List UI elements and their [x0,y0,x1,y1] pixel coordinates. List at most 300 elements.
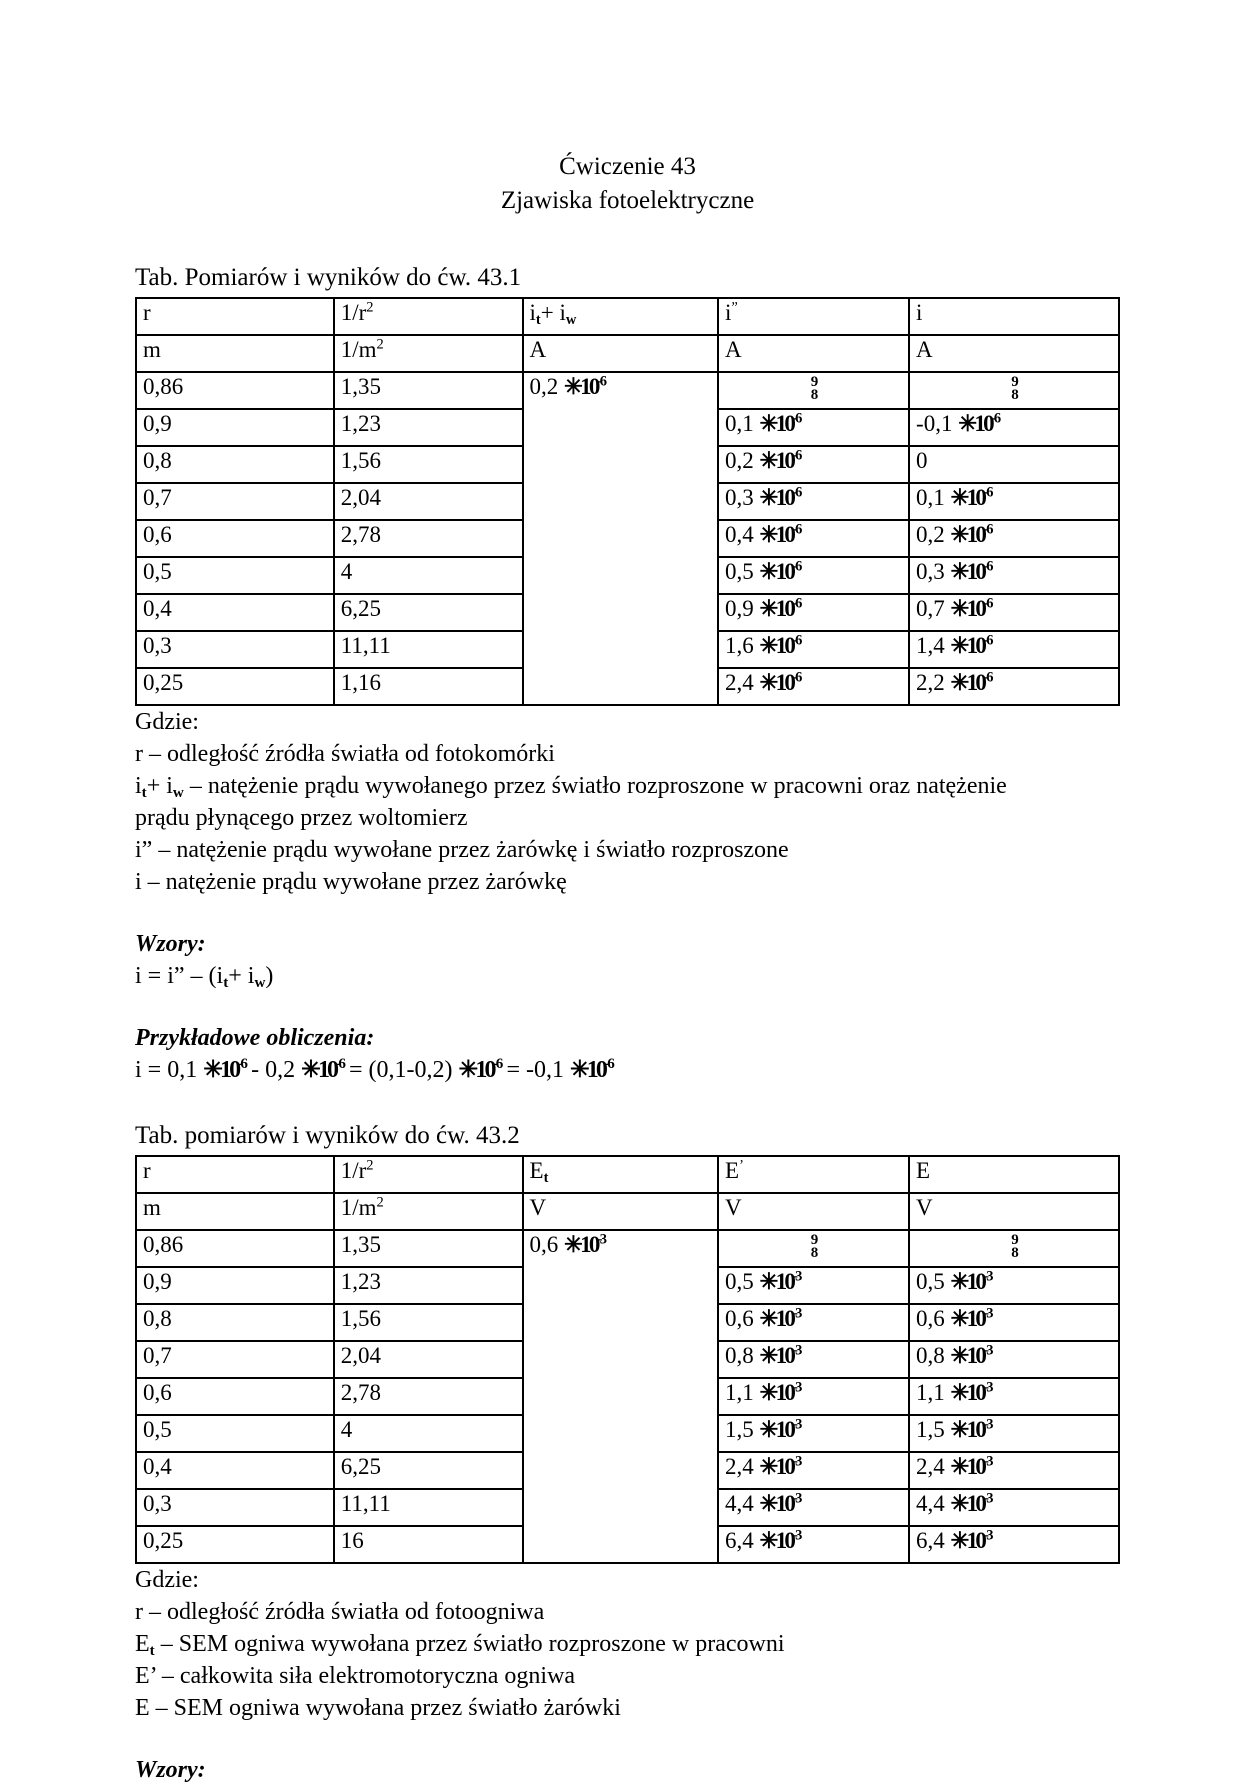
cell-exponent: -6 [793,447,800,464]
legend1-line-i: i – natężenie prądu wywołane przez żarówkę [135,869,567,895]
cell-inv-r2 [334,1230,523,1267]
subscript-w: w [172,785,184,802]
cell-i-double-prime [718,409,909,446]
subscript-t: t [141,785,147,802]
cell-value: 0,3 [143,1491,172,1516]
star-icon: ✳ [759,1380,776,1405]
cell-mantissa: 0,2 [916,522,945,547]
cell-value: 6,25 [340,1454,381,1479]
star-icon: ✳ [458,1057,476,1083]
unit-cell-a-2 [718,335,909,372]
cell-mantissa: 1,4 [916,633,945,658]
times-ten-glyph: $✳10^{-6}$ [950,595,991,621]
subscript-t: t [149,1643,155,1660]
legend2-line-r: r – odległość źródła światła od fotoogniwa [135,1599,545,1625]
star-icon: ✳ [950,1306,967,1331]
cell-mantissa: 2,2 [916,670,945,695]
cell-inv-r2 [334,1489,523,1526]
cell-r [136,631,334,668]
cell-exponent: -6 [984,558,991,575]
cell-value: 1,16 [340,670,381,695]
star-icon: ✳ [950,633,967,658]
legend2-line-e: E – SEM ogniwa wywołana przez światło żarówki [135,1695,621,1721]
unit-cell-a-3 [909,335,1119,372]
times-ten-glyph: $✳10^{-6}$ [759,632,800,658]
fraction-bottom: 8 [810,1244,819,1261]
star-icon: ✳ [950,596,967,621]
cell-mantissa: 6,4 [725,1528,754,1553]
times-ten-glyph: $✳10^{-6}$ [950,521,991,547]
cell-mantissa: 1,1 [916,1380,945,1405]
example-exponent: -6 [605,1056,612,1072]
cell-r [136,1230,334,1267]
star-icon: ✳ [759,596,776,621]
times-ten-glyph: $✳10^{-3}$ [950,1416,991,1442]
cell-r [136,446,334,483]
cell-inv-r2 [334,1415,523,1452]
cell-exponent: -3 [984,1453,991,1470]
unit-text: A [916,337,933,362]
page-subtitle: Zjawiska fotoelektryczne [500,187,755,214]
measurement-table-2 [135,1155,1120,1564]
cell-r [136,668,334,705]
unit-text: m [143,337,161,362]
unit-cell-inv-m2 [334,1193,523,1230]
broken-fraction-glyph [1011,1231,1019,1261]
legend-text: + i [146,773,173,799]
cell-exponent: -3 [793,1379,800,1396]
example-exponent: -6 [493,1056,501,1072]
cell-mantissa: 0,5 [725,559,754,584]
cell-exponent: -6 [984,595,991,612]
times-ten-glyph: $✳10^{-6}$ [950,484,991,510]
cell-mantissa: -0,1 [916,411,953,436]
cell-r [136,557,334,594]
cell-value: 0,9 [143,1269,172,1294]
table1-caption: Tab. Pomiarów i wyników do ćw. 43.1 [135,264,522,291]
cell-mantissa: 1,5 [916,1417,945,1442]
cell-mantissa: 0,2 [529,374,559,399]
cell-value: 4 [340,1417,353,1442]
header-text: 1/r [340,300,367,325]
header-cell-inv-r2 [334,298,523,335]
spacer [135,992,1120,1022]
star-icon: ✳ [759,1454,776,1479]
header-cell-it-iw [523,298,718,335]
times-ten-glyph: $✳10^{-6}$ [564,373,605,399]
formula-text-mid: + i [228,963,255,989]
times-ten-glyph: $✳10^{-3}$ [759,1342,800,1368]
unit-text: A [529,337,547,362]
times-ten-glyph: $✳10^{-6}$ [301,1056,344,1083]
times-ten-glyph: $✳10^{-3}$ [950,1268,991,1294]
legend2-line-et: $E_t$ – SEM ogniwa wywołana przez światło rozproszone w pracowni [135,1631,785,1660]
cell-inv-r2 [334,594,523,631]
cell-value: 0,25 [143,1528,184,1553]
cell-i-double-prime [718,668,909,705]
formulas1-heading: Wzory: [135,931,206,957]
times-ten-glyph: $✳10^{-3}$ [950,1527,991,1553]
header-cell-e-prime [718,1156,909,1193]
cell-mantissa: 2,4 [916,1454,945,1479]
cell-value: 2,04 [340,1343,381,1368]
cell-i [909,557,1119,594]
cell-mantissa: 0,6 [529,1232,559,1257]
formula-subscript-w: w [254,975,266,992]
cell-exponent: -3 [793,1416,800,1433]
header-text: i [916,300,923,325]
star-icon: ✳ [759,633,776,658]
cell-e [909,1341,1119,1378]
unit-text: m [143,1195,161,1220]
cell-value: 0,86 [143,1232,184,1257]
broken-fraction-glyph [810,1231,819,1261]
cell-exponent: -3 [793,1342,800,1359]
table-header-row [136,1156,1119,1193]
cell-i [909,483,1119,520]
unit-superscript: 2 [376,336,384,353]
cell-exponent: -3 [984,1490,991,1507]
cell-mantissa: 0,7 [916,596,945,621]
cell-mantissa: 1,6 [725,633,754,658]
cell-r [136,1304,334,1341]
cell-r [136,1378,334,1415]
star-icon: ✳ [950,1454,967,1479]
star-icon: ✳ [759,1417,776,1442]
cell-i-double-prime [718,557,909,594]
cell-exponent: -3 [984,1268,991,1285]
times-ten-glyph: $✳10^{-3}$ [759,1453,800,1479]
times-ten-glyph: $✳10^{-3}$ [950,1305,991,1331]
star-icon: ✳ [950,1417,967,1442]
table-row [136,372,1119,409]
times-ten-glyph: $✳10^{-3}$ [950,1490,991,1516]
cell-value: 2,78 [340,522,381,547]
cell-inv-r2 [334,557,523,594]
example-exponent: -6 [238,1056,246,1072]
cell-value: 6,25 [340,596,381,621]
header-text: E [916,1158,931,1183]
header-cell-r [136,1156,334,1193]
fraction-top: 9 [1011,1231,1019,1248]
cell-exponent: -6 [984,484,991,501]
star-icon: ✳ [301,1057,318,1083]
cell-value: 0,7 [143,1343,172,1368]
cell-inv-r2 [334,1267,523,1304]
cell-e [909,1378,1119,1415]
legend-text: – SEM ogniwa wywołana przez światło rozproszone w pracowni [154,1631,785,1657]
cell-r [136,1452,334,1489]
legend-text: – natężenie prądu wywołane przez żarówkę [141,869,567,895]
cell-exponent: -6 [793,521,800,538]
cell-exponent: -6 [597,373,605,390]
legend1-line-i-double-prime: i” – natężenie prądu wywołane przez żarówkę i światło rozproszone [135,837,789,863]
cell-exponent: -3 [793,1305,800,1322]
unit-cell-v-3 [909,1193,1119,1230]
star-icon: ✳ [759,485,776,510]
cell-inv-r2 [334,1378,523,1415]
cell-mantissa: 0,4 [725,522,754,547]
header-text: r [143,1158,151,1183]
times-ten-glyph: $✳10^{-6}$ [759,410,800,436]
cell-value: 1,56 [340,448,381,473]
cell-exponent: -6 [793,632,800,649]
star-icon: ✳ [564,1232,581,1257]
times-ten-glyph: $✳10^{-6}$ [759,521,800,547]
times-ten-glyph: $✳10^{-6}$ [759,669,800,695]
header-superscript: 2 [366,299,374,316]
star-icon: ✳ [569,1057,587,1083]
table-units-row [136,1193,1119,1230]
cell-r [136,483,334,520]
header-subscript: t [543,1170,549,1187]
cell-value: 0,8 [143,1306,172,1331]
times-ten-glyph: $✳10^{-6}$ [759,558,800,584]
cell-e [909,1230,1119,1267]
cell-inv-r2 [334,372,523,409]
cell-mantissa: 0,8 [725,1343,754,1368]
cell-value: 1,23 [340,411,381,436]
measurement-table-1 [135,297,1120,706]
table-row [136,1230,1119,1267]
cell-value: 0,4 [143,1454,172,1479]
times-ten-glyph: $✳10^{-6}$ [759,484,800,510]
cell-exponent: -3 [597,1231,605,1248]
star-icon: ✳ [950,1343,967,1368]
cell-exponent: -6 [991,410,999,427]
times-ten-glyph: $✳10^{-6}$ [569,1056,612,1083]
cell-mantissa: 0,3 [725,485,754,510]
cell-e-prime [718,1452,909,1489]
cell-mantissa: 6,4 [916,1528,945,1553]
star-icon: ✳ [950,522,967,547]
cell-exponent: -3 [984,1416,991,1433]
cell-exponent: -6 [793,595,800,612]
star-icon: ✳ [203,1057,221,1083]
cell-mantissa: 0,1 [916,485,945,510]
times-ten-glyph: $✳10^{-3}$ [950,1342,991,1368]
cell-exponent: -3 [793,1268,800,1285]
cell-mantissa: 0,6 [916,1306,945,1331]
cell-i [909,668,1119,705]
cell-i [909,594,1119,631]
table-header-row [136,298,1119,335]
cell-r [136,1415,334,1452]
unit-text: V [916,1195,933,1220]
star-icon: ✳ [950,1269,967,1294]
star-icon: ✳ [759,411,776,436]
cell-r [136,1489,334,1526]
cell-value: 11,11 [340,1491,391,1516]
cell-mantissa: 0,9 [725,596,754,621]
cell-value: 0,86 [143,374,184,399]
unit-cell-v-2 [718,1193,909,1230]
cell-value: 4 [340,559,353,584]
cell-mantissa: 0,6 [725,1306,754,1331]
cell-value: 2,78 [340,1380,381,1405]
times-ten-glyph: $✳10^{-3}$ [759,1268,800,1294]
times-ten-glyph: $✳10^{-6}$ [759,595,800,621]
header-superscript: ” [731,299,738,316]
header-superscript: 2 [366,1157,374,1174]
cell-value: 0,5 [143,559,172,584]
formula-text-end: ) [265,963,274,989]
cell-i [909,631,1119,668]
header-text: E [725,1158,740,1183]
star-icon: ✳ [950,559,967,584]
cell-it-iw-merged [523,372,718,705]
cell-e-prime [718,1341,909,1378]
star-icon: ✳ [759,1528,776,1553]
cell-e-prime [718,1267,909,1304]
star-icon: ✳ [759,1269,776,1294]
header-text: i [529,300,536,325]
header-text: r [143,300,151,325]
cell-exponent: -6 [793,410,800,427]
cell-mantissa: 4,4 [916,1491,945,1516]
star-icon: ✳ [958,411,975,436]
legend1-line-it-iw: $i_t+ i_w$ – natężenie prądu wywołanego przez światło rozproszone w pracowni oraz natężenie [135,773,1007,802]
legend1-line-it-iw-cont: prądu płynącego przez woltomierz [135,805,468,831]
cell-value: 0,7 [143,485,172,510]
star-icon: ✳ [950,485,967,510]
header-text-extra: + i [540,300,566,325]
formula-subscript-t: t [223,975,229,992]
cell-exponent: -3 [984,1342,991,1359]
cell-inv-r2 [334,483,523,520]
unit-text: A [725,337,742,362]
cell-e-prime [718,1378,909,1415]
cell-value: 0,6 [143,1380,172,1405]
cell-inv-r2 [334,520,523,557]
cell-mantissa: 0,5 [725,1269,754,1294]
fraction-bottom: 8 [1011,1244,1019,1261]
times-ten-glyph: $✳10^{-3}$ [759,1305,800,1331]
cell-et-merged [523,1230,718,1563]
legend-text: – SEM ogniwa wywołana przez światło żarówki [149,1695,621,1721]
times-ten-glyph: $✳10^{-6}$ [458,1056,501,1083]
star-icon: ✳ [759,1491,776,1516]
cell-value: 16 [340,1528,364,1553]
cell-exponent: -6 [793,484,800,501]
unit-text: 1/m [340,337,377,362]
cell-r [136,1267,334,1304]
cell-exponent: -3 [984,1379,991,1396]
unit-cell-v-1 [523,1193,718,1230]
spacer [135,1724,1120,1754]
example-text: - 0,2 [245,1057,302,1083]
spacer [135,898,1120,928]
header-text: E [529,1158,544,1183]
cell-r [136,520,334,557]
cell-value: 1,23 [340,1269,381,1294]
cell-value: 1,56 [340,1306,381,1331]
cell-value: 0,4 [143,596,172,621]
unit-cell-m [136,335,334,372]
cell-value: 0,25 [143,670,184,695]
cell-exponent: -6 [984,521,991,538]
times-ten-glyph: $✳10^{-6}$ [950,632,991,658]
cell-mantissa: 0,8 [916,1343,945,1368]
star-icon: ✳ [564,374,581,399]
star-icon: ✳ [759,448,776,473]
example-exponent: -6 [336,1056,344,1072]
times-ten-glyph: $✳10^{-3}$ [759,1527,800,1553]
unit-text: 1/m [340,1195,377,1220]
cell-exponent: -6 [984,669,991,686]
cell-i-double-prime [718,520,909,557]
cell-i [909,446,1119,483]
examples1-heading: Przykładowe obliczenia: [135,1025,375,1051]
cell-r [136,409,334,446]
legend2-line-e-prime: E’ – całkowita siła elektromotoryczna ogniwa [135,1663,576,1689]
star-icon: ✳ [759,1343,776,1368]
star-icon: ✳ [950,670,967,695]
cell-value: 1,35 [340,1232,381,1257]
unit-text: V [725,1195,742,1220]
cell-e-prime [718,1415,909,1452]
cell-mantissa: 2,4 [725,670,754,695]
cell-e-prime [718,1230,909,1267]
cell-exponent: -3 [793,1490,800,1507]
header-subscript: t [535,312,541,329]
header-cell-r [136,298,334,335]
cell-value: 2,04 [340,485,381,510]
star-icon: ✳ [950,1491,967,1516]
cell-mantissa: 2,4 [725,1454,754,1479]
cell-e-prime [718,1489,909,1526]
cell-e-prime [718,1304,909,1341]
star-icon: ✳ [950,1380,967,1405]
cell-e [909,1267,1119,1304]
cell-i-double-prime [718,631,909,668]
example-text: i = 0,1 [135,1057,204,1083]
star-icon: ✳ [950,1528,967,1553]
times-ten-glyph: $✳10^{-3}$ [950,1379,991,1405]
cell-inv-r2 [334,1304,523,1341]
cell-exponent: -6 [793,558,800,575]
header-cell-e [909,1156,1119,1193]
fraction-top: 9 [810,373,819,390]
header-superscript: ’ [739,1157,744,1174]
cell-i-double-prime [718,594,909,631]
cell-exponent: -6 [793,669,800,686]
cell-value: 0,6 [143,522,172,547]
cell-inv-r2 [334,631,523,668]
cell-i [909,409,1119,446]
header-cell-et [523,1156,718,1193]
star-icon: ✳ [759,559,776,584]
legend-text: ’ – całkowita siła elektromotoryczna ogniwa [149,1663,576,1689]
cell-mantissa: 1,1 [725,1380,754,1405]
cell-exponent: -3 [793,1453,800,1470]
formulas1-formula [135,960,1120,992]
cell-i [909,372,1119,409]
table-units-row [136,335,1119,372]
cell-e [909,1415,1119,1452]
cell-r [136,372,334,409]
cell-value: 0,5 [143,1417,172,1442]
example-text: = (0,1-0,2) [343,1057,459,1083]
cell-mantissa: 0,3 [916,559,945,584]
header-text: 1/r [340,1158,367,1183]
cell-i-double-prime [718,446,909,483]
cell-e [909,1489,1119,1526]
legend-text: ” – natężenie prądu wywołane przez żarówkę i światło rozproszone [141,837,789,863]
cell-exponent: -3 [793,1527,800,1544]
times-ten-glyph: $✳10^{-6}$ [958,410,999,436]
legend-text: – natężenie prądu wywołanego przez światło rozproszone w pracowni oraz natężenie [183,773,1007,799]
